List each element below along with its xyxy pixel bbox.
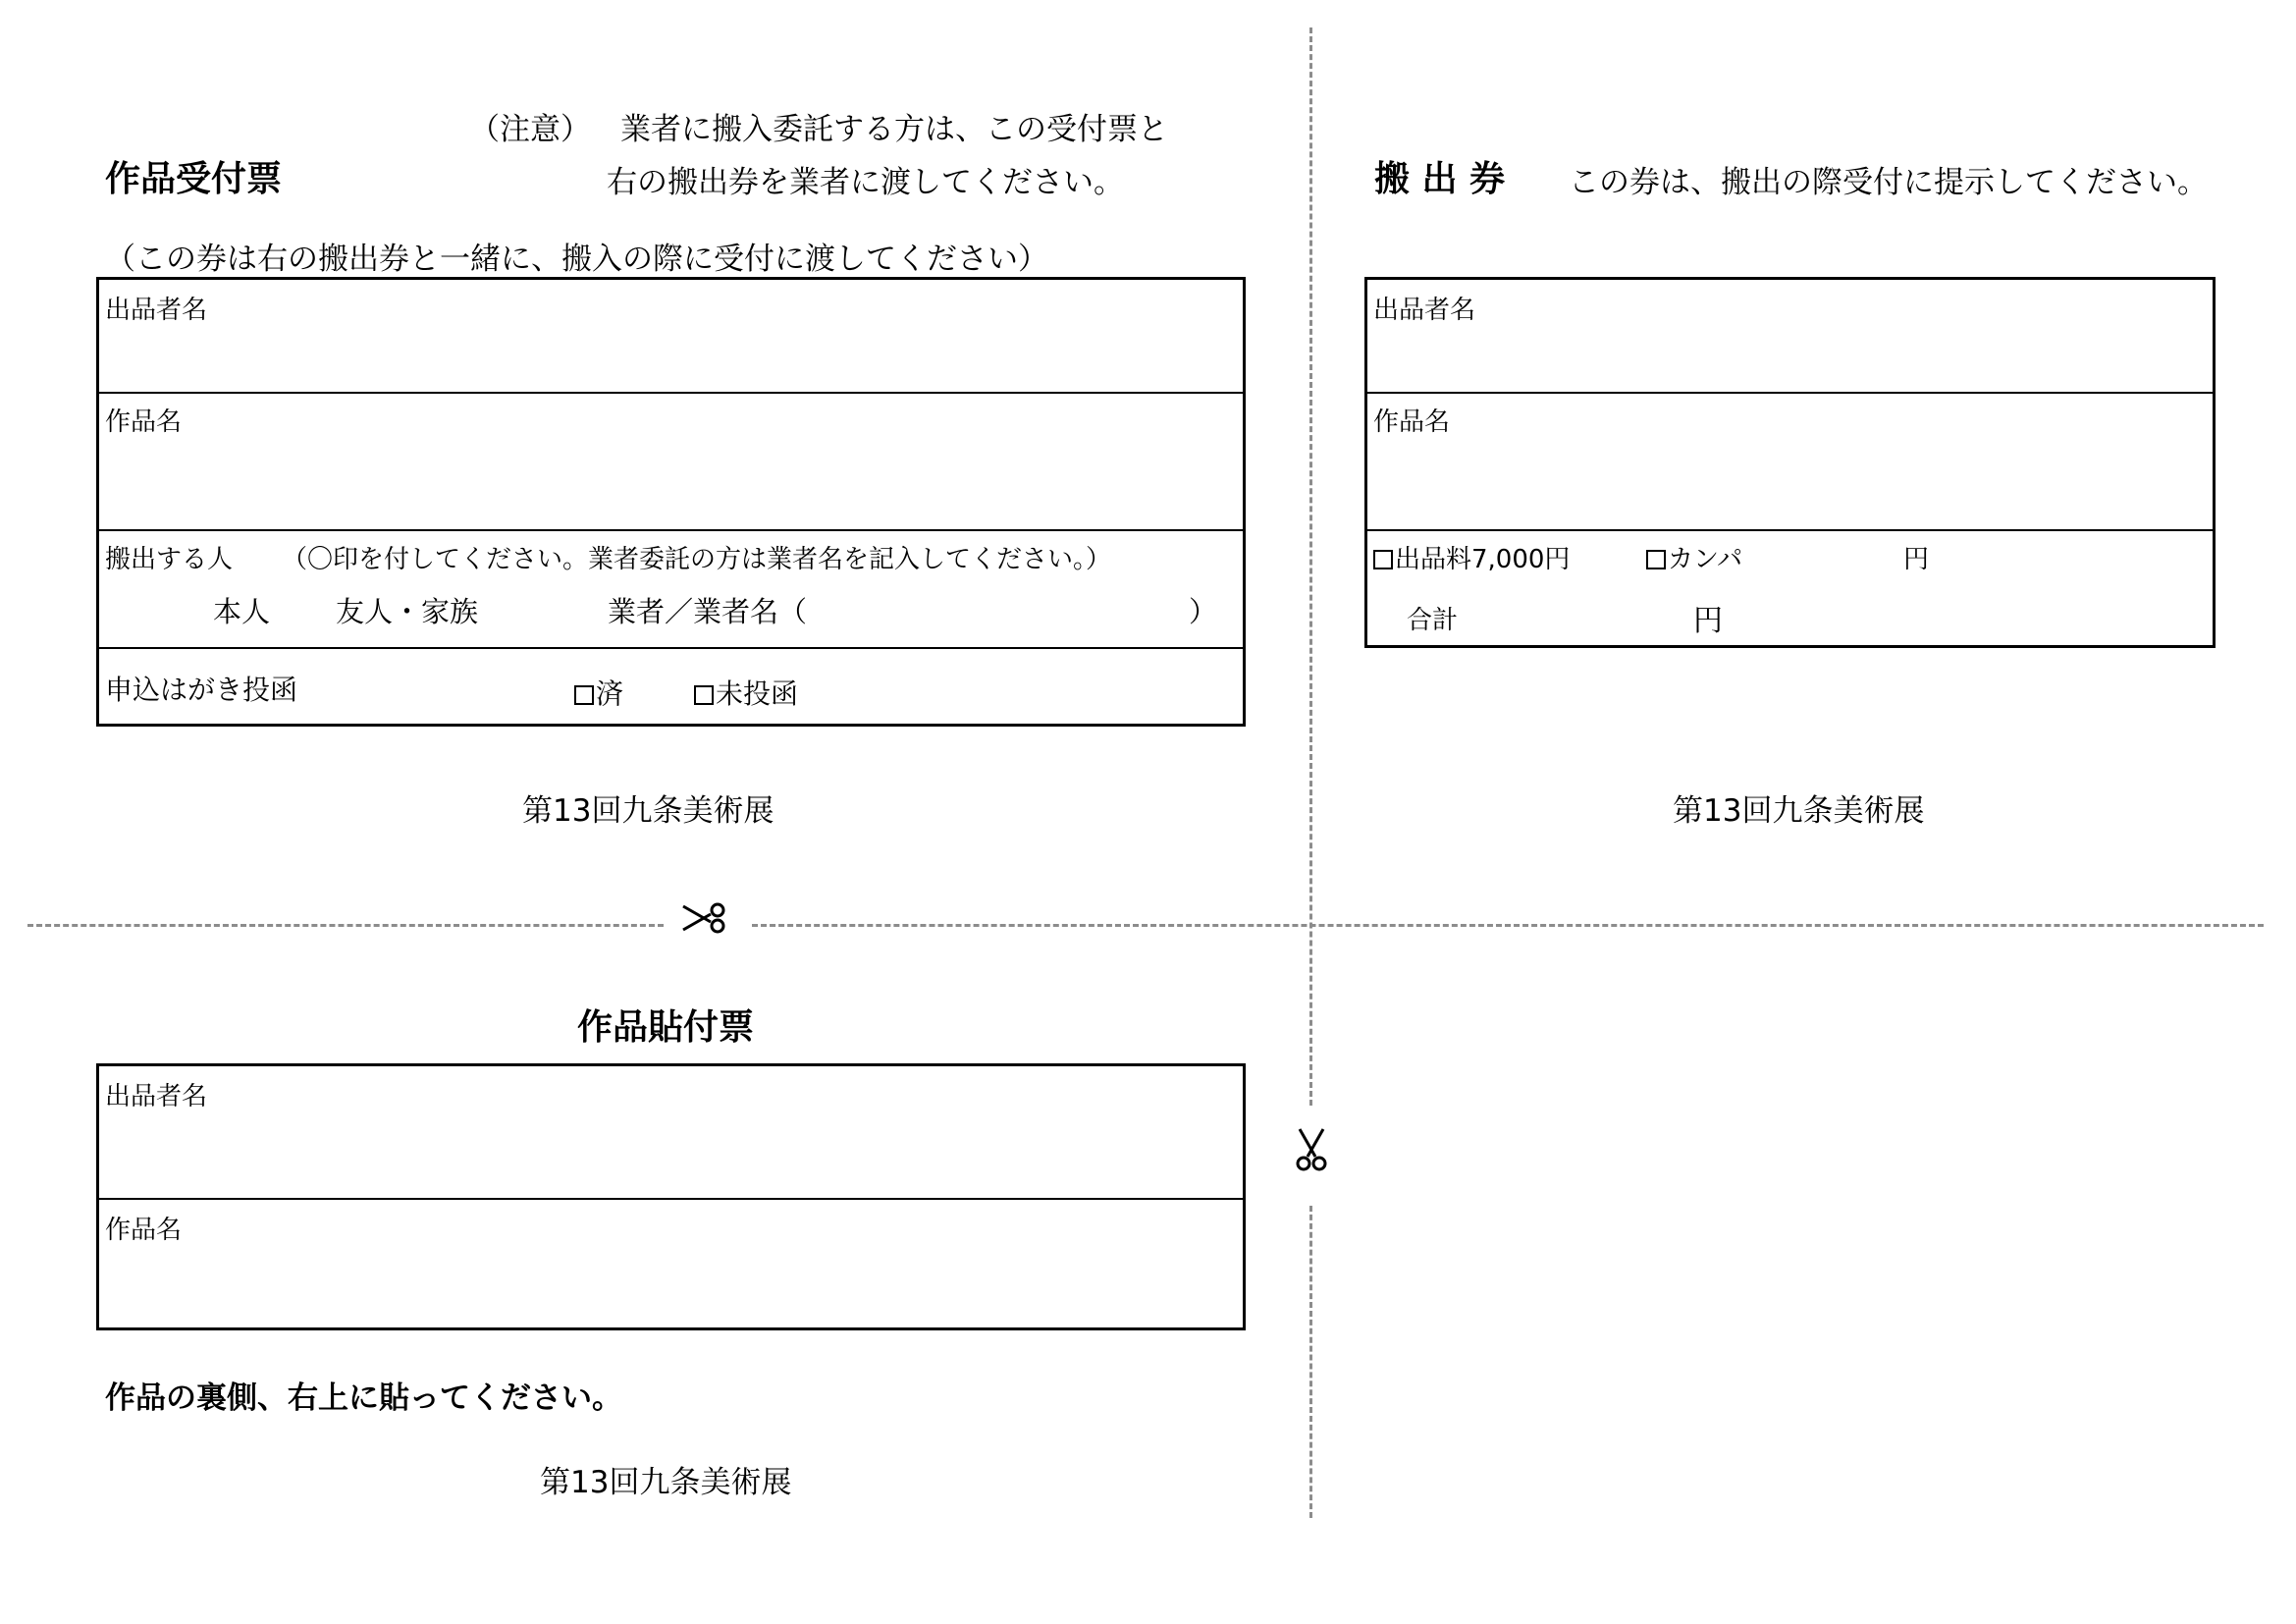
cut-line-right	[752, 924, 2264, 927]
total-yen: 円	[1693, 604, 1723, 638]
checkbox[interactable]	[1373, 550, 1393, 569]
entry-fee-text: 出品料7,000円	[1395, 545, 1571, 574]
ticket-title: 搬 出 券	[1374, 159, 1506, 199]
sticker-title: 作品貼付票	[577, 1007, 755, 1048]
ticket-note: この券は、搬出の際受付に提示してください。	[1569, 165, 2208, 200]
checkbox[interactable]	[574, 685, 594, 705]
donation-yen: 円	[1903, 545, 1930, 574]
exhibitor-name-label: 出品者名	[105, 296, 208, 325]
work-name-label: 作品名	[105, 1216, 183, 1245]
postcard-not-option[interactable]	[694, 673, 798, 712]
reception-footer: 第13回九条美術展	[522, 793, 774, 829]
exhibitor-name-label: 出品者名	[105, 1082, 208, 1111]
work-name-label: 作品名	[1373, 407, 1451, 437]
checkbox[interactable]	[694, 685, 714, 705]
donation-text: カンパ	[1668, 545, 1743, 574]
ticket-form	[1364, 277, 2216, 648]
cut-line-left	[27, 924, 664, 927]
postcard-done-option[interactable]	[574, 673, 623, 712]
divider	[1367, 392, 2213, 394]
sticker-footer: 第13回九条美術展	[540, 1465, 792, 1500]
work-name-label: 作品名	[105, 407, 183, 437]
option-friend-family[interactable]: 友人・家族	[336, 595, 479, 628]
reception-title: 作品受付票	[105, 159, 283, 199]
scissors-icon	[681, 898, 728, 946]
divider	[99, 529, 1243, 531]
cut-line-bottom	[1309, 1206, 1312, 1518]
total-label: 合計	[1407, 606, 1459, 635]
sticker-instruction: 作品の裏側、右上に貼ってください。	[105, 1380, 622, 1416]
donation-option[interactable]	[1646, 539, 1742, 575]
divider	[1367, 529, 2213, 531]
ticket-footer: 第13回九条美術展	[1673, 793, 1925, 829]
carrier-label: 搬出する人	[105, 545, 234, 574]
caution-line-2: 右の搬出券を業者に渡してください。	[607, 165, 1124, 200]
scissors-icon	[1292, 1127, 1331, 1182]
reception-form	[96, 277, 1246, 727]
postcard-not-text: 未投函	[716, 677, 799, 710]
checkbox[interactable]	[1646, 550, 1666, 569]
caution-label: （注意）	[469, 112, 591, 147]
postcard-label: 申込はがき投函	[105, 674, 298, 706]
carrier-note: （〇印を付してください。業者委託の方は業者名を記入してください。）	[282, 545, 1112, 574]
divider	[99, 1198, 1243, 1200]
entry-fee-option[interactable]	[1373, 539, 1570, 575]
exhibitor-name-label: 出品者名	[1373, 296, 1476, 325]
caution-line-1: 業者に搬入委託する方は、この受付票と	[620, 112, 1168, 147]
divider	[99, 647, 1243, 649]
cut-line-top	[1309, 27, 1312, 1106]
divider	[99, 392, 1243, 394]
sticker-form	[96, 1063, 1246, 1330]
reception-instruction: （この券は右の搬出券と一緒に、搬入の際に受付に渡してください）	[105, 242, 1048, 277]
option-self[interactable]: 本人	[213, 595, 271, 628]
vendor-close-paren: ）	[1189, 595, 1218, 628]
option-vendor[interactable]: 業者／業者名（	[608, 595, 808, 628]
postcard-done-text: 済	[596, 677, 624, 710]
